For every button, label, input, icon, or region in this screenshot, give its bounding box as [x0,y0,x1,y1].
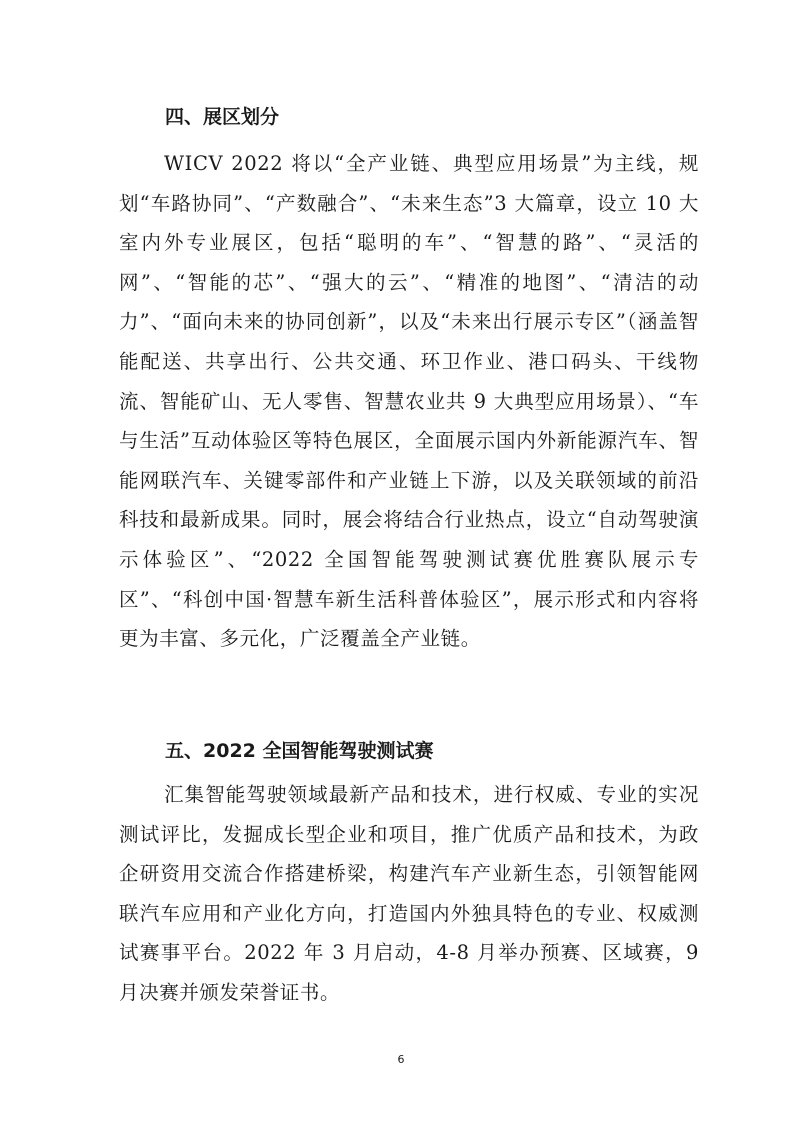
section-heading-driving-competition: 五、2022 全国智能驾驶测试赛 [165,740,434,762]
section-paragraph-driving-competition: 汇集智能驾驶领域最新产品和技术，进行权威、专业的实况测试评比，发掘成长型企业和项目，推广优质产品和技术，为政企研资用交流合作搭建桥梁，构建汽车产业新生态，引领智能网联汽车应用和产业化方向，打造国内外独具特色的专业、权威测试赛事平台。2022 年 3 月启动，4-8 月举办预赛、区域赛，9 月决赛并颁发荣誉证书。 [119,783,699,1004]
section-paragraph-exhibition-zones: WICV 2022 将以“全产业链、典型应用场景”为主线，规划“车路协同”、“产数融合”、“未来生态”3 大篇章，设立 10 大室内外专业展区，包括“聪明的车”、“智慧的路”、“灵活的网”、“智能的芯”、“强大的云”、“精准的地图”、“清洁的动力”、“面向未来的协同创新”，以及“未来出行展示专区”（涵盖智能配送、共享出行、公共交通、环卫作业、港口码头、干线物流、智能矿山、无人零售、智慧农业共 9 大典型应用场景）、“车与生活”互动体验区等特色展区，全面展示国内外新能源汽车、智能网联汽车、关键零部件和产业链上下游，以及关联领域的前沿科技和最新成果。同时，展会将结合行业热点，设立“自动驾驶演示体验区”、“2022 全国智能驾驶测试赛优胜赛队展示专区”、“科创中国·智慧车新生活科普体验区”，展示形式和内容将更为丰富、多元化，广泛覆盖全产业链。 [119,152,699,651]
page-number: 6 [397,1053,405,1066]
section-heading-exhibition-zones: 四、展区划分 [165,106,280,128]
